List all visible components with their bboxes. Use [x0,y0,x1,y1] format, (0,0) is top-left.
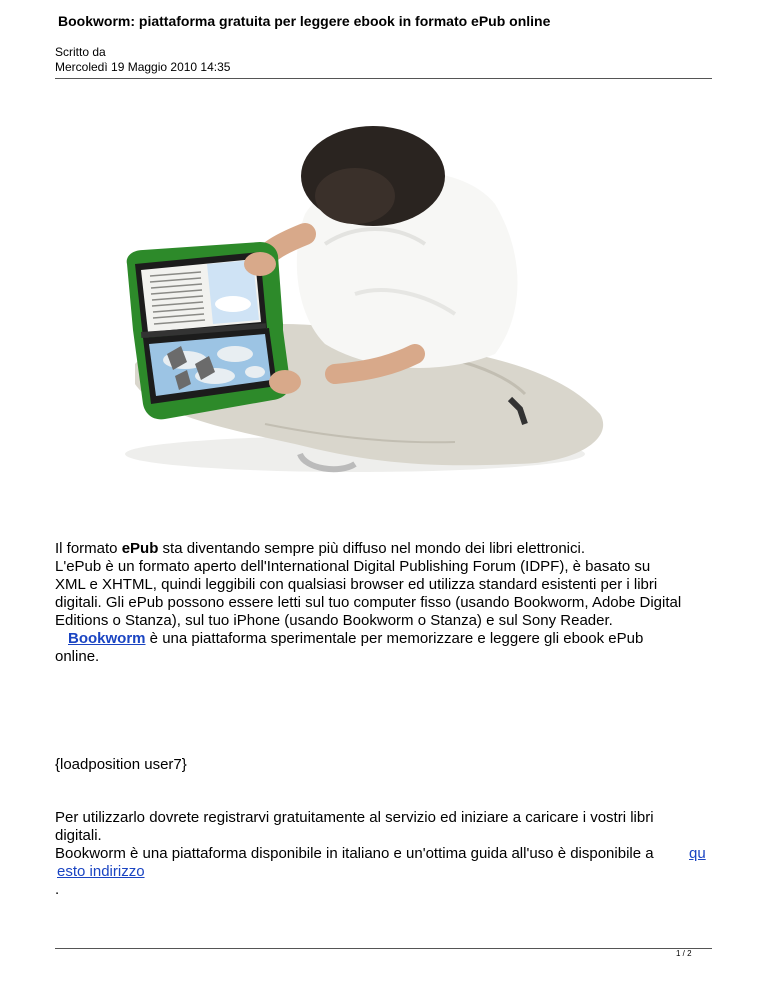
footer-divider [55,948,712,949]
article-photo [55,124,622,474]
paragraph-line: online. [55,648,100,665]
loadposition-placeholder: {loadposition user7} [55,756,187,773]
article-date: Mercoledì 19 Maggio 2010 14:35 [55,60,231,74]
epub-bold: ePub [121,540,159,557]
paragraph-end: . [55,881,60,898]
text-run: Il formato [55,540,122,557]
guide-link[interactable]: qu [689,845,706,862]
author-label: Scritto da [55,45,106,59]
guide-link[interactable]: esto indirizzo [57,863,145,880]
guide-link-part2[interactable] [57,863,145,881]
paragraph-line: Per utilizzarlo dovrete registrarvi gratuitamente al servizio ed iniziare a caricare i vostri libri [55,809,654,826]
page-number: 1 / 2 [676,949,692,958]
paragraph-line: L'ePub è un formato aperto dell'International Digital Publishing Forum (IDPF), è basato su [55,558,651,575]
article-title: Bookworm: piattaforma gratuita per leggere ebook in formato ePub online [58,13,551,29]
paragraph-line: XML e XHTML, quindi leggibili con qualsiasi browser ed utilizza standard esistenti per i libri [55,576,658,593]
text-run: sta diventando sempre più diffuso nel mondo dei libri elettronici. [158,540,586,557]
paragraph-line [55,845,654,863]
paragraph-line: Editions o Stanza), sul tuo iPhone (usando Bookworm o Stanza) e sul Sony Reader. [55,612,613,629]
guide-link-part1[interactable] [689,845,706,863]
header-divider [55,78,712,79]
bookworm-link[interactable]: Bookworm [68,630,146,647]
text-run: Bookworm è una piattaforma disponibile in italiano e un'ottima guida all'uso è disponibile a [55,845,654,862]
paragraph-line [68,630,643,648]
article-meta [55,45,230,75]
paragraph-line: digitali. [55,827,102,844]
text-run: è una piattaforma sperimentale per memorizzare e leggere gli ebook ePub [145,630,644,647]
paragraph-line: digitali. Gli ePub possono essere letti sul tuo computer fisso (usando Bookworm, Adobe Digital [55,594,682,611]
paragraph-line [55,540,585,558]
